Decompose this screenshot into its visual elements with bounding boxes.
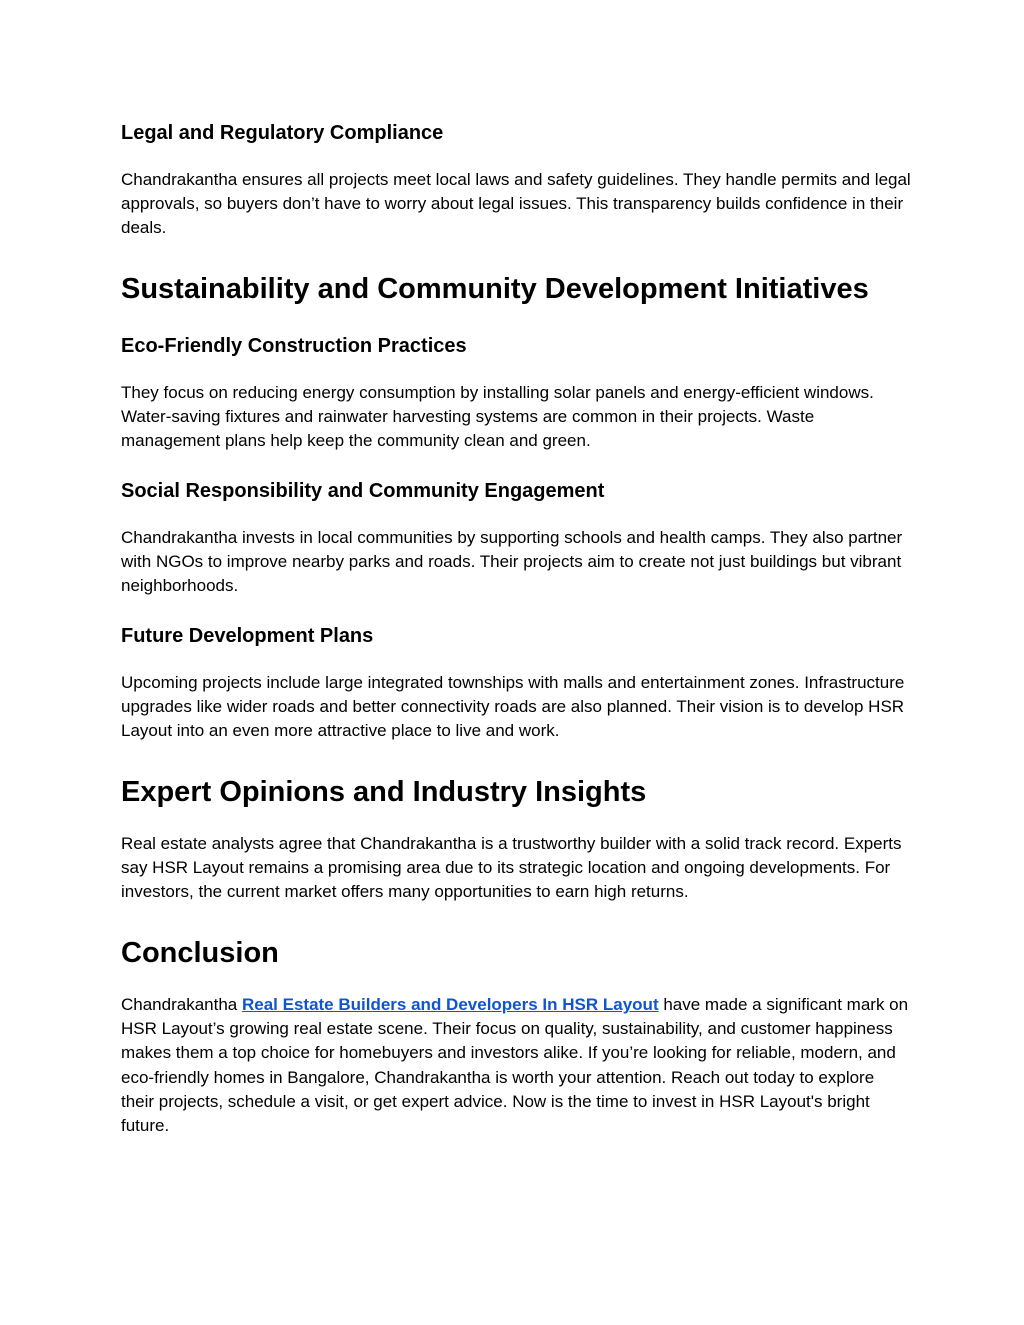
conclusion-paragraph bbox=[121, 993, 911, 1138]
eco-paragraph: They focus on reducing energy consumption by installing solar panels and energy-efficient windows. Water-saving fixtures and rainwater harvesting systems are common in their projects. Waste management plans help keep the community clean and green. bbox=[121, 383, 874, 451]
eco-heading: Eco-Friendly Construction Practices bbox=[121, 335, 467, 357]
sustainability-heading: Sustainability and Community Development Initiatives bbox=[121, 273, 869, 305]
conclusion-text-after: have made a significant mark on HSR Layout’s growing real estate scene. Their focus on quality, sustainability, and customer happiness makes them a top choice for homebuyers and investors alike. If you’re looking for reliable, modern, and eco-friendly homes in Bangalore, Chandrakantha is worth your attention. Reach out today to explore their projects, schedule a visit, or get expert advice. Now is the time to invest in HSR Layout's bright future. bbox=[121, 995, 909, 1136]
social-paragraph: Chandrakantha invests in local communities by supporting schools and health camps. They also partner with NGOs to improve nearby parks and roads. Their projects aim to create not just buildings but vibrant neighborhoods. bbox=[121, 528, 903, 596]
builders-link[interactable]: Real Estate Builders and Developers In HSR Layout bbox=[241, 995, 659, 1014]
future-heading: Future Development Plans bbox=[121, 625, 374, 647]
expert-heading: Expert Opinions and Industry Insights bbox=[121, 776, 647, 808]
conclusion-heading: Conclusion bbox=[121, 937, 279, 969]
legal-paragraph: Chandrakantha ensures all projects meet local laws and safety guidelines. They handle permits and legal approvals, so buyers don’t have to worry about legal issues. This transparency builds confidence in their deals. bbox=[121, 170, 911, 238]
future-paragraph: Upcoming projects include large integrated townships with malls and entertainment zones. Infrastructure upgrades like wider roads and better connectivity roads are also planned. Their vision is to develop HSR Layout into an even more attractive place to live and work. bbox=[121, 673, 905, 741]
social-heading: Social Responsibility and Community Engagement bbox=[121, 480, 605, 502]
expert-paragraph: Real estate analysts agree that Chandrakantha is a trustworthy builder with a solid track record. Experts say HSR Layout remains a promising area due to its strategic location and ongoing developments. For investors, the current market offers many opportunities to earn high returns. bbox=[121, 834, 902, 902]
conclusion-text-before: Chandrakantha bbox=[121, 995, 242, 1014]
legal-heading: Legal and Regulatory Compliance bbox=[121, 122, 444, 144]
